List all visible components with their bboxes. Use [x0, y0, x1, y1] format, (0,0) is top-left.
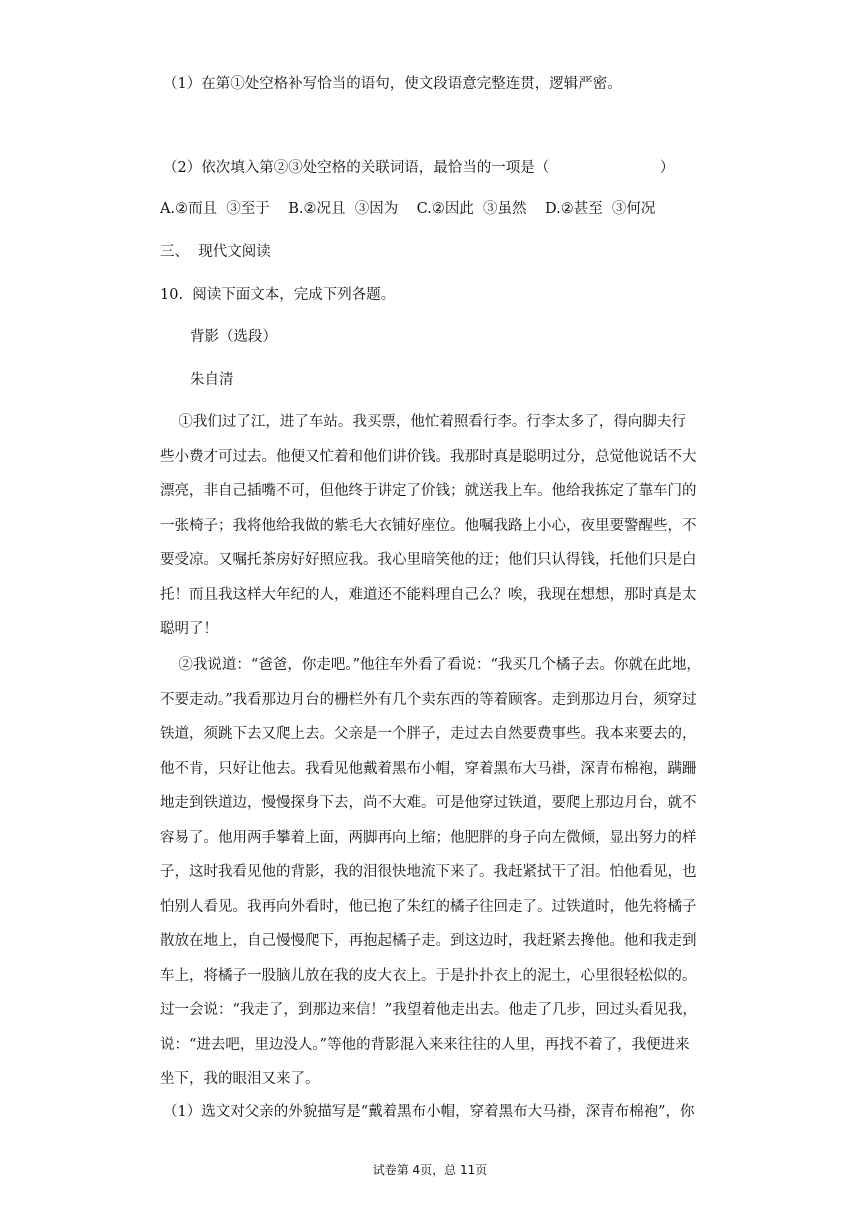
paragraph-line: 不要走动。”我看那边月台的栅栏外有几个卖东西的等着顾客。走到那边月台，须穿过 [160, 691, 697, 708]
paragraph-1 [160, 412, 700, 654]
paragraph-line: 车上，将橘子一股脑儿放在我的皮大衣上。于是扑扑衣上的泥土，心里很轻松似的。 [160, 967, 697, 984]
paragraph-line: 散放在地上，自己慢慢爬下，再抱起橘子走。到这边时，我赶紧去搀他。他和我走到 [160, 933, 697, 949]
paragraph-line: 子，这时我看见他的背影，我的泪很快地流下来了。我赶紧拭干了泪。怕他看见，也 [160, 864, 697, 880]
paragraph-line: 容易了。他用两手攀着上面，两脚再向上缩；他肥胖的身子向左微倾，显出努力的样 [160, 829, 697, 846]
paragraph-line: 过一会说：“我走了，到那边来信！”我望着他走出去。他走了几步，回过头看见我， [160, 1002, 697, 1018]
question-10: 10. 阅读下面文本，完成下列各题。 [160, 287, 396, 303]
paragraph-line: 铁道，须跳下去又爬上去。父亲是一个胖子，走过去自然要费事些。我本来要去的， [160, 726, 697, 742]
paragraph-line: 怕别人看见。我再向外看时，他已抱了朱红的橘子往回走了。过铁道时，他先将橘子 [160, 898, 697, 915]
passage-title: 背影（选段） [190, 329, 277, 345]
paragraph-line: 漂亮，非自己插嘴不可，但他终于讲定了价钱；就送我上车。他给我拣定了靠车门的 [160, 483, 697, 499]
sub-question-1: （1）在第①处空格补写恰当的语句，使文段语意完整连贯，逻辑严密。 [163, 76, 622, 92]
paragraph-line: 他不肯，只好让他去。我看见他戴着黑布小帽，穿着黑布大马褂，深青布棉袍，蹒跚 [160, 760, 697, 777]
paragraph-line: ②我说道：“爸爸，你走吧。”他往车外看了看说：“我买几个橘子去。你就在此地， [160, 657, 701, 673]
paragraph-line: 聪明了！ [160, 621, 218, 637]
paragraph-line: 要受凉。又嘱托茶房好好照应我。我心里暗笑他的迂；他们只认得钱，托他们只是白 [160, 552, 697, 568]
answer-options: A.②而且 ③至于 B.②况且 ③因为 C.②因此 ③虽然 D.②甚至 ③何况 [160, 201, 656, 217]
paragraph-line: 些小费才可过去。他便又忙着和他们讲价钱。我那时真是聪明过分，总觉他说话不大 [160, 448, 697, 465]
section-heading: 三、 现代文阅读 [160, 244, 271, 260]
paragraph-line: 说：“进去吧，里边没人。”等他的背影混入来来往往的人里，再找不着了，我便进来 [160, 1036, 690, 1053]
paragraph-line: 坐下，我的眼泪又来了。 [160, 1071, 320, 1087]
paragraph-line: 地走到铁道边，慢慢探身下去，尚不大难。可是他穿过铁道，要爬上那边月台，就不 [160, 795, 697, 811]
paragraph-line: 托！而且我这样大年纪的人，难道还不能料理自己么？唉，我现在想想，那时真是太 [160, 586, 697, 603]
paragraph-line: ①我们过了江，进了车站。我买票，他忙着照看行李。行李太多了，得向脚夫行 [160, 414, 686, 430]
paragraph-2 [160, 655, 700, 1104]
sub-question-10-1: （1）选文对父亲的外貌描写是“戴着黑布小帽，穿着黑布大马褂，深青布棉袍”，你 [163, 1104, 695, 1120]
passage-author: 朱自清 [190, 372, 234, 388]
sub-question-2: （2）依次填入第②③处空格的关联词语，最恰当的一项是（ ） [163, 160, 675, 176]
paragraph-line: 一张椅子；我将他给我做的紫毛大衣铺好座位。他嘱我路上小心，夜里要警醒些，不 [160, 517, 697, 534]
page-footer: 试卷第 4页，总 11页 [372, 1163, 488, 1177]
